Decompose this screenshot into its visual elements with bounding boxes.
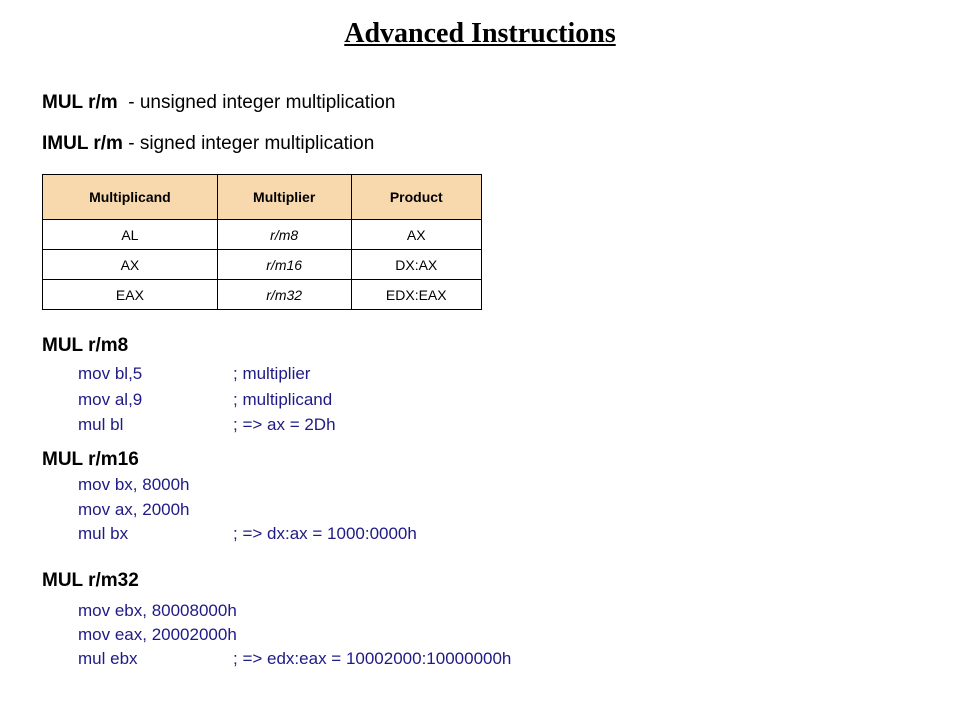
code-line [78, 475, 233, 495]
code-line [78, 524, 417, 544]
code-comment: ; => ax = 2Dh [233, 415, 336, 434]
section-heading-mul-r-m16: MUL r/m16 [42, 449, 139, 470]
header-product: Product [351, 175, 481, 220]
section-heading-mul-r-m8: MUL r/m8 [42, 335, 129, 356]
definition-description: - signed integer multiplication [122, 133, 375, 154]
code-comment: ; => edx:eax = 10002000:10000000h [233, 649, 512, 668]
code-line [78, 649, 511, 669]
code-line [78, 390, 332, 410]
table-row [43, 220, 482, 250]
table-cell: DX:AX [351, 250, 481, 280]
table-cell: r/m32 [217, 280, 351, 310]
table-cell: EDX:EAX [351, 280, 481, 310]
section-heading-mul-r-m32: MUL r/m32 [42, 570, 139, 591]
code-line [78, 364, 310, 384]
code-line [78, 415, 336, 435]
table-cell: r/m8 [217, 220, 351, 250]
code-line [78, 625, 237, 645]
definition-mnemonic: MUL r/m [42, 92, 118, 113]
code-comment: ; multiplicand [233, 390, 333, 409]
table-row [43, 250, 482, 280]
table-cell: AL [43, 220, 218, 250]
definition-mnemonic: IMUL r/m [42, 133, 123, 154]
code-instruction: mov bx, 8000h [78, 475, 190, 494]
table-cell: AX [351, 220, 481, 250]
code-line [78, 601, 237, 621]
table-row [43, 280, 482, 310]
slide-title: Advanced Instructions [344, 18, 616, 49]
code-instruction: mov ax, 2000h [78, 500, 190, 519]
code-line [78, 500, 233, 520]
code-instruction: mul bx [78, 524, 129, 543]
code-comment: ; => dx:ax = 1000:0000h [233, 524, 417, 543]
code-instruction: mov al,9 [78, 390, 143, 409]
definition-imul [42, 133, 374, 155]
code-instruction: mov bl,5 [78, 364, 143, 383]
definition-description: - unsigned integer multiplication [117, 92, 396, 113]
code-instruction: mov eax, 20002000h [78, 625, 237, 644]
header-multiplier: Multiplier [217, 175, 351, 220]
code-instruction: mul bl [78, 415, 124, 434]
table-header-row [43, 175, 482, 220]
code-instruction: mul ebx [78, 649, 138, 668]
header-multiplicand: Multiplicand [43, 175, 218, 220]
table-cell: AX [43, 250, 218, 280]
table-cell: EAX [43, 280, 218, 310]
operand-table [42, 174, 482, 310]
code-instruction: mov ebx, 80008000h [78, 601, 237, 620]
code-comment: ; multiplier [233, 364, 311, 383]
table-cell: r/m16 [217, 250, 351, 280]
definition-mul [42, 92, 395, 114]
